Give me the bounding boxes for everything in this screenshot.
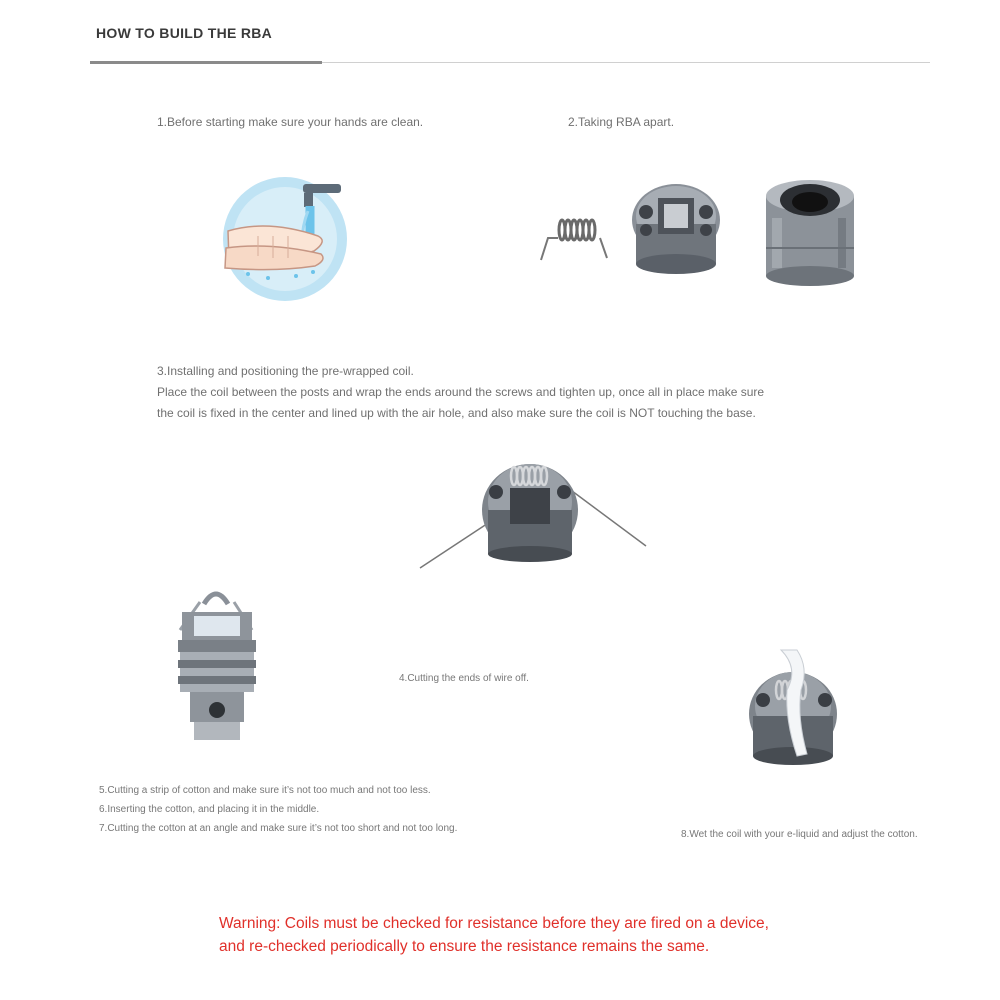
step-3-line-2: the coil is fixed in the center and lined up with the air hole, and also make sure the coil is NOT touching the base.	[157, 406, 756, 420]
hand-washing-image	[218, 176, 353, 301]
step-3-title: 3.Installing and positioning the pre-wrapped coil.	[157, 364, 414, 378]
page-title: HOW TO BUILD THE RBA	[96, 25, 273, 41]
rba-side-view-image	[172, 582, 262, 744]
coil-installed-image	[418, 450, 648, 570]
step-7-text: 7.Cutting the cotton at an angle and make sure it’s not too short and not too long.	[99, 823, 458, 834]
step-3-line-1: Place the coil between the posts and wrap the ends around the screws and tighten up, once all in place make sure	[157, 385, 765, 399]
rba-with-cotton-image	[745, 650, 845, 770]
header-divider-accent	[90, 61, 322, 64]
rba-chamber-image	[760, 178, 860, 288]
step-6-text: 6.Inserting the cotton, and placing it in the middle.	[99, 804, 320, 815]
step-4-text: 4.Cutting the ends of wire off.	[399, 673, 529, 684]
step-5-text: 5.Cutting a strip of cotton and make sure it’s not too much and not too less.	[99, 785, 431, 796]
step-2-text: 2.Taking RBA apart.	[568, 115, 675, 129]
warning-line-2: and re-checked periodically to ensure the resistance remains the same.	[219, 938, 710, 955]
step-1-text: 1.Before starting make sure your hands are clean.	[157, 115, 424, 129]
warning-line-1: Warning: Coils must be checked for resistance before they are fired on a device,	[219, 915, 769, 932]
step-8-text: 8.Wet the coil with your e-liquid and adjust the cotton.	[681, 829, 918, 840]
coil-spring-image	[538, 212, 610, 264]
rba-base-image	[628, 180, 724, 276]
